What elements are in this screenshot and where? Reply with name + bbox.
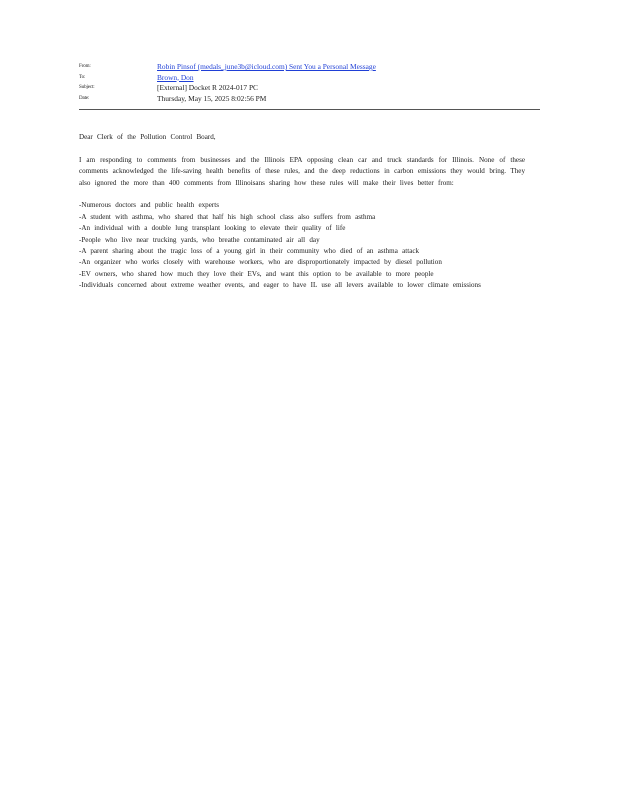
body-paragraph: I am responding to comments from businesses and the Illinois EPA opposing clean car and truck standards for Illinois. None of these comments acknowledged the life-saving health benefits of these rules, and the deep reductions in carbon emissions they would bring. They also ignored the more than 400 comments from Illinoisans sharing how these rules will make their lives better from: xyxy=(79,155,525,187)
list-item: -Individuals concerned about extreme weather events, and eager to have IL use all levers available to lower climate emissions xyxy=(79,281,481,290)
list-item: -A student with asthma, who shared that half his high school class also suffers from asthma xyxy=(79,212,376,221)
date-value: Thursday, May 15, 2025 8:02:56 PM xyxy=(157,93,267,103)
email-header xyxy=(79,62,540,104)
subject-row xyxy=(79,83,540,94)
date-label: Date: xyxy=(79,95,90,101)
from-label: From: xyxy=(79,64,91,69)
to-label: To: xyxy=(79,74,86,80)
header-divider xyxy=(79,109,540,110)
list-item: -People who live near trucking yards, who breathe contaminated air all day xyxy=(79,235,320,244)
date-row xyxy=(79,94,540,105)
sender-link[interactable]: Robin Pinsof (medals_june3b@icloud.com) Sent You a Personal Message xyxy=(157,62,376,71)
from-row xyxy=(79,62,540,73)
list-item: -An individual with a double lung transplant looking to elevate their quality of life xyxy=(79,224,346,233)
greeting: Dear Clerk of the Pollution Control Board, xyxy=(79,133,216,141)
to-row xyxy=(79,73,540,84)
subject-label: Subject: xyxy=(79,85,95,90)
list-item: -EV owners, who shared how much they love their EVs, and want this option to be available to more people xyxy=(79,269,434,278)
email-body xyxy=(79,132,525,292)
comment-list xyxy=(79,200,525,291)
recipient-link[interactable]: Brown, Don xyxy=(157,72,194,82)
list-item: -A parent sharing about the tragic loss of a young girl in their community who died of an asthma attack xyxy=(79,247,420,256)
list-item: -An organizer who works closely with warehouse workers, who are disproportionately impacted by diesel pollution xyxy=(79,258,442,267)
list-item: -Numerous doctors and public health experts xyxy=(79,201,219,210)
subject-value: [External] Docket R 2024-017 PC xyxy=(157,83,258,92)
